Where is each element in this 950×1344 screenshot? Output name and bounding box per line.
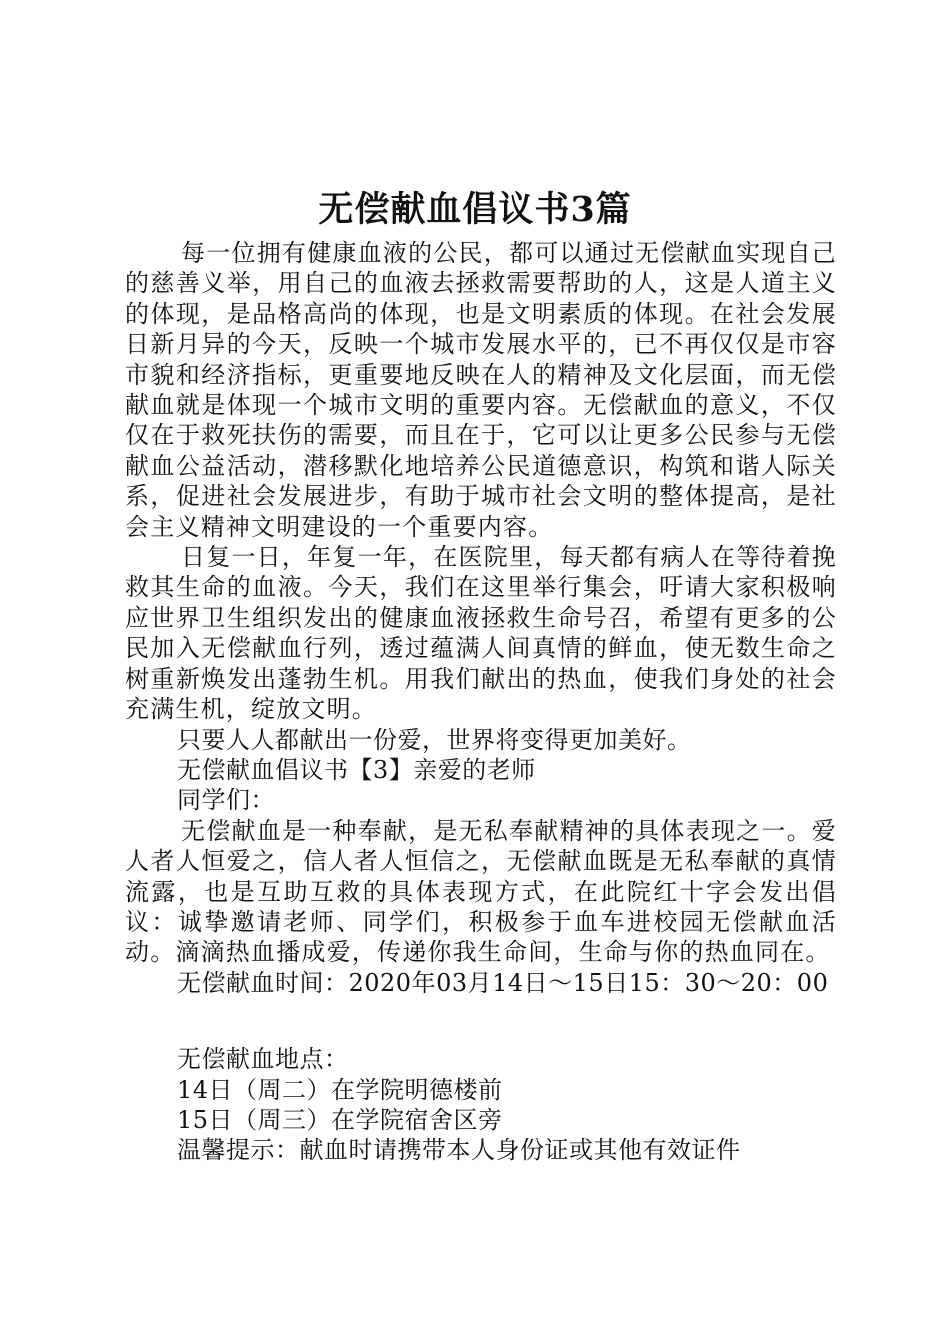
spacer	[125, 998, 837, 1044]
paragraph-appeal: 日复一日，年复一年，在医院里，每天都有病人在等待着挽救其生命的血液。今天，我们在这里举行集会，吁请大家积极响应世界卫生组织发出的健康血液拯救生命号召，希望有更多的公民加入无偿献血行列，透过蕴满人间真情的鲜血，使无数生命之树重新焕发出蓬勃生机。用我们献出的热血，使我们身处的社会充满生机，绽放文明。	[125, 543, 837, 724]
greeting: 同学们：	[177, 786, 275, 815]
location-item: 15日（周三）在学院宿舍区旁	[177, 1105, 503, 1134]
location-item: 14日（周二）在学院明德楼前	[177, 1075, 503, 1104]
section3-heading: 无偿献血倡议书【3】亲爱的老师	[177, 755, 536, 784]
page-title: 无偿献血倡议书3篇	[318, 189, 632, 230]
document-body	[125, 238, 837, 1166]
section3-body: 无偿献血是一种奉献，是无私奉献精神的具体表现之一。爱人者人恒爱之，信人者人恒信之，无偿献血既是无私奉献的真情流露，也是互助互救的具体表现方式，在此院红十字会发出倡议：诚挚邀请老师、同学们，积极参于血车进校园无偿献血活动。滴滴热血播成爱，传递你我生命间，生命与你的热血同在。	[125, 816, 837, 967]
tip-text: 温馨提示：献血时请携带本人身份证或其他有效证件	[177, 1136, 741, 1165]
paragraph-intro: 每一位拥有健康血液的公民，都可以通过无偿献血实现自己的慈善义举，用自己的血液去拯救需要帮助的人，这是人道主义的体现，是品格高尚的体现，也是文明素质的体现。在社会发展日新月异的今天，反映一个城市发展水平的，已不再仅仅是市容市貌和经济指标，更重要地反映在人的精神及文化层面，而无偿献血就是体现一个城市文明的重要内容。无偿献血的意义，不仅仅在于救死扶伤的需要，而且在于，它可以让更多公民参与无偿献血公益活动，潜移默化地培养公民道德意识，构筑和谐人际关系，促进社会发展进步，有助于城市社会文明的整体提高，是社会主义精神文明建设的一个重要内容。	[125, 239, 837, 541]
paragraph-slogan: 只要人人都献出一份爱，世界将变得更加美好。	[177, 725, 692, 754]
donation-time: 无偿献血时间：2020年03月14日～15日15：30～20：00	[177, 968, 829, 997]
location-label: 无偿献血地点：	[177, 1045, 349, 1074]
